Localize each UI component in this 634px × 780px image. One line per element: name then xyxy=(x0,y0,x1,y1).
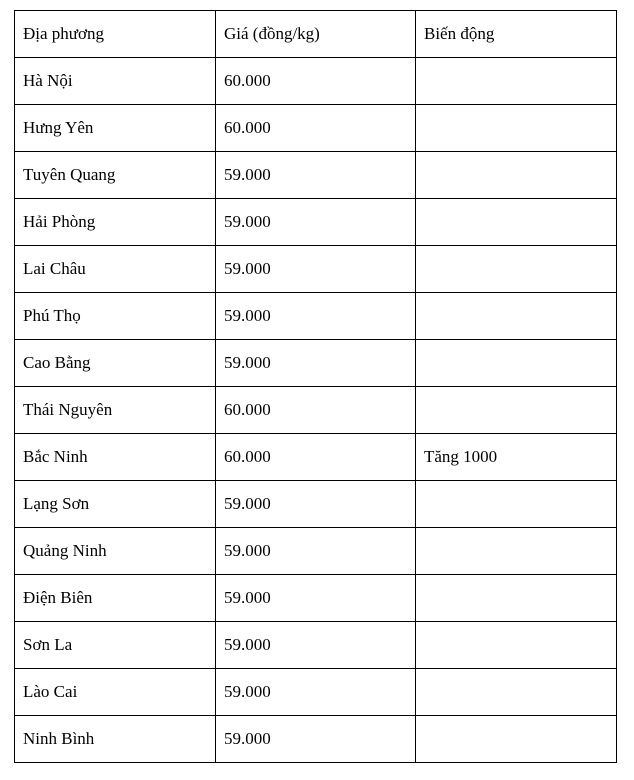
cell-change xyxy=(416,340,617,387)
table-row xyxy=(15,528,617,575)
cell-change xyxy=(416,246,617,293)
cell-change xyxy=(416,528,617,575)
table-row xyxy=(15,246,617,293)
table-row xyxy=(15,716,617,763)
cell-location: Hà Nội xyxy=(15,58,216,105)
cell-change xyxy=(416,199,617,246)
table-header xyxy=(15,11,617,58)
cell-location: Hưng Yên xyxy=(15,105,216,152)
cell-location: Bắc Ninh xyxy=(15,434,216,481)
cell-change xyxy=(416,622,617,669)
cell-price: 59.000 xyxy=(216,199,416,246)
cell-location: Lào Cai xyxy=(15,669,216,716)
cell-location: Lai Châu xyxy=(15,246,216,293)
table-row xyxy=(15,481,617,528)
table-row xyxy=(15,152,617,199)
table-row xyxy=(15,340,617,387)
price-table xyxy=(14,10,617,763)
table-row xyxy=(15,58,617,105)
cell-change xyxy=(416,387,617,434)
cell-location: Điện Biên xyxy=(15,575,216,622)
header-change: Biến động xyxy=(416,11,617,58)
cell-price: 59.000 xyxy=(216,528,416,575)
cell-change xyxy=(416,105,617,152)
table-row xyxy=(15,387,617,434)
cell-price: 59.000 xyxy=(216,669,416,716)
table-row xyxy=(15,293,617,340)
cell-change xyxy=(416,481,617,528)
table-row xyxy=(15,105,617,152)
cell-change xyxy=(416,152,617,199)
table-row xyxy=(15,575,617,622)
cell-price: 60.000 xyxy=(216,105,416,152)
cell-location: Hải Phòng xyxy=(15,199,216,246)
cell-price: 59.000 xyxy=(216,293,416,340)
cell-change xyxy=(416,293,617,340)
cell-location: Ninh Bình xyxy=(15,716,216,763)
cell-price: 59.000 xyxy=(216,622,416,669)
cell-location: Lạng Sơn xyxy=(15,481,216,528)
cell-change xyxy=(416,716,617,763)
cell-location: Thái Nguyên xyxy=(15,387,216,434)
header-price: Giá (đồng/kg) xyxy=(216,11,416,58)
cell-price: 59.000 xyxy=(216,152,416,199)
cell-location: Quảng Ninh xyxy=(15,528,216,575)
header-location: Địa phương xyxy=(15,11,216,58)
cell-change: Tăng 1000 xyxy=(416,434,617,481)
cell-price: 59.000 xyxy=(216,246,416,293)
cell-price: 60.000 xyxy=(216,434,416,481)
cell-location: Cao Bằng xyxy=(15,340,216,387)
cell-price: 59.000 xyxy=(216,340,416,387)
cell-price: 59.000 xyxy=(216,481,416,528)
table-row xyxy=(15,622,617,669)
cell-price: 60.000 xyxy=(216,58,416,105)
cell-change xyxy=(416,669,617,716)
cell-location: Phú Thọ xyxy=(15,293,216,340)
table-row xyxy=(15,669,617,716)
header-row xyxy=(15,11,617,58)
table-row xyxy=(15,434,617,481)
cell-location: Tuyên Quang xyxy=(15,152,216,199)
table-body xyxy=(15,58,617,763)
cell-change xyxy=(416,575,617,622)
cell-location: Sơn La xyxy=(15,622,216,669)
cell-price: 59.000 xyxy=(216,575,416,622)
table-row xyxy=(15,199,617,246)
cell-change xyxy=(416,58,617,105)
cell-price: 60.000 xyxy=(216,387,416,434)
cell-price: 59.000 xyxy=(216,716,416,763)
